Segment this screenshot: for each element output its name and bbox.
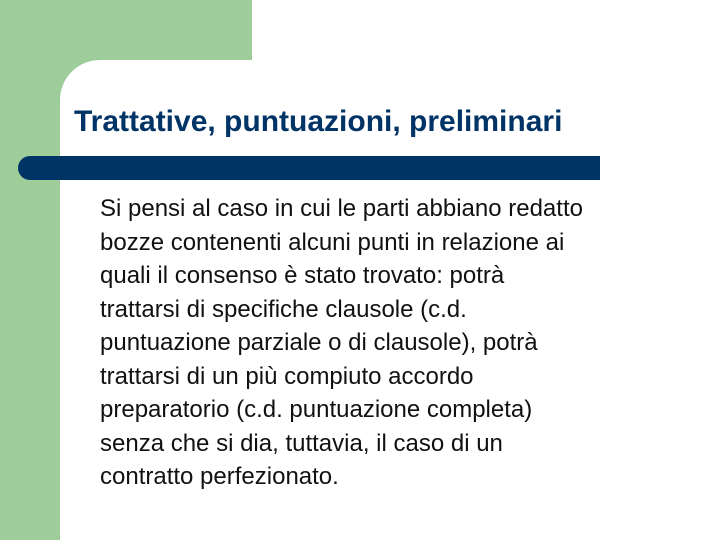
slide-body xyxy=(100,192,690,494)
green-decor-left xyxy=(0,0,60,540)
body-line: preparatorio (c.d. puntuazione completa) xyxy=(100,396,533,423)
title-underline-bar xyxy=(18,156,600,180)
body-line: trattarsi di specifiche clausole (c.d. xyxy=(100,295,467,323)
slide-title: Trattative, puntuazioni, preliminari xyxy=(74,105,563,138)
body-line: bozze contenenti alcuni punti in relazione ai xyxy=(100,228,565,256)
body-line: senza che si dia, tuttavia, il caso di un xyxy=(100,429,503,457)
body-line: Si pensi al caso in cui le parti abbiano redatto xyxy=(100,195,583,222)
body-line: trattarsi di un più compiuto accordo xyxy=(100,362,474,390)
body-line: quali il consenso è stato trovato: potrà xyxy=(100,262,505,289)
body-line: contratto perfezionato. xyxy=(100,463,339,490)
body-line: puntuazione parziale o di clausole), potrà xyxy=(100,329,538,356)
